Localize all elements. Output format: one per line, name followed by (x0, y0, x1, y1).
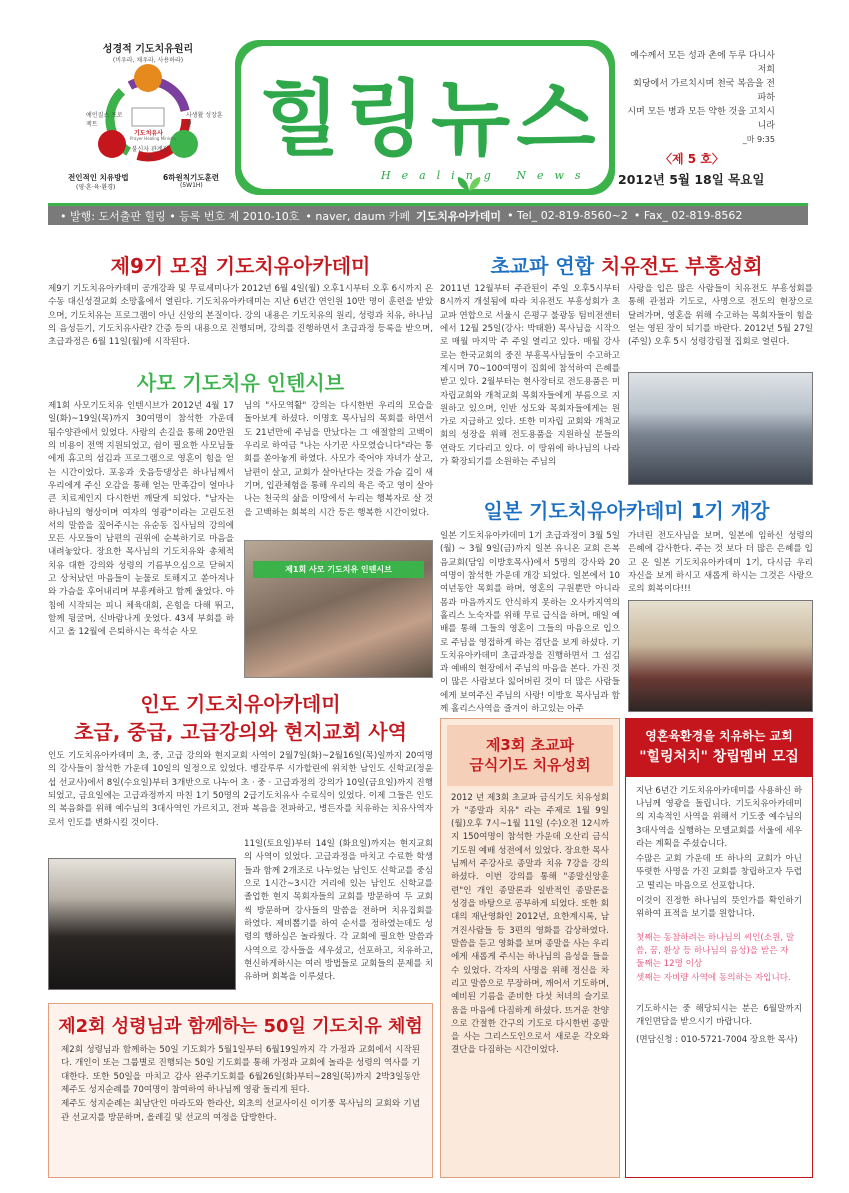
photo-banner: 제1회 사모 기도치유 인텐시브 (253, 561, 424, 578)
article-9th-academy-body: 제9기 기도치유아카데미 공개강좌 및 무료세미나가 2012년 6월 4일(월) 오후1시부터 오후 6시까지 온수동 대신성결교회 소망홀에서 열린다. 기도치유아카데미는 지난 6년간 연인원 10만 명이 훈련을 받았으며, 기도치유는 프로그램이 아닌 신앙의 본질이다. 강의 내용은 기도치유의 원리, 성령과 치유, 하나님의 음성듣기, 기도치유사란? 간증 등의 내용으로 진행되며, 강의를 진행하면서 초급과정 등록을 받으며, 초급과정은 6월 11일(월)에 시작된다. (48, 284, 433, 348)
label-evangelism: 불신자 관계전도 (131, 146, 169, 162)
fasting-title-line-1: 제3회 초교파 (485, 736, 575, 754)
logo-title: 성경적 기도치유원리 (102, 44, 194, 55)
revival-photo (628, 372, 813, 485)
50-day-prayer-body-2: 제주도 성지순례는 최남단인 마라도와 한라산, 외초의 선교사이신 이기풍 목사님의 교회와 기념관 선교지를 방문하며, 올레길 및 선교의 여정을 답방한다. (61, 1099, 420, 1123)
cafe-prefix: • naver, daum 카페 (305, 209, 411, 223)
india-photo (48, 858, 236, 990)
healing-church-title (626, 719, 812, 777)
bottom-left-label: 전인적인 치유방법 (68, 173, 129, 182)
healing-church-body-2: 수많은 교회 가운데 또 하나의 교회가 아닌 뚜렷한 사명을 가진 교회를 창립하고자 두렵고 떨리는 마음으로 선포합니다. (636, 854, 802, 891)
article-wives-intensive-title: 사모 기도치유 인텐시브 (136, 371, 345, 395)
issue-number: 〈제 5 호〉 (660, 152, 724, 166)
node-basic (170, 130, 198, 158)
article-9th-academy-title: 제9기 모집 기도치유아카데미 (110, 254, 371, 278)
fasting-prayer-box (440, 718, 620, 1178)
article-japan-title: 일본 기도치유아카데미 1기 개강 (483, 499, 770, 523)
japan-photo (628, 600, 813, 712)
newspaper-subtitle: Healing News (381, 169, 592, 182)
criteria-item: 셋째는 자비량 사역에 동의하는 자입니다. (636, 972, 791, 983)
article-wives-intensive-body-col2: 님의 "사모역활" 강의는 다시한번 우리의 모습을 돌아보게 하셨다. 이명호 목사님의 목회를 하면서도 21년만에 주님을 만났다는 그 애절함의 고백이 우리로 하여금 "나는 사기꾼 사모였습니다"라는 통회를 쏟아놓게 하였다. 사모가 죽어야 자녀가 살고, 남편이 살고, 교회가 살아난다는 것을 가슴 깊이 새기며, 입관체험을 통해 우리의 육은 죽고 영이 살아나는 천국의 삶을 이땅에서 누리는 행복자로 살 것을 고백하는 회복의 시간 등은 행복한 시간이었다. (244, 401, 433, 518)
verse-line-1: 예수께서 모든 성과 촌에 두루 다니사 저희 (630, 51, 775, 75)
label-high: 고급 (102, 163, 118, 172)
issue-date: 2012년 5월 18일 목요일 (618, 172, 765, 187)
revival-title-blue: 초교파 연합 (490, 254, 595, 278)
fax-info: • Fax_ 02-819-8562 (633, 209, 743, 222)
criteria-item: 첫째는 동참하려는 하나님의 씨인(소원, 말씀, 꿈, 환상 등 하나님의 음성)을 받은 자 (636, 932, 795, 957)
article-japan-body-col2: 가녀린 전도사님을 보며, 일본에 임하신 성령의 은혜에 감사한다. 주는 것 보다 더 많은 은혜를 입고 온 일본 기도치유아카데미 1기, 다시금 우리 자신을 보게 하시고 새롭게 하시는 그것은 사랑으로의 회복이다!!! (628, 531, 813, 595)
masthead-inner (241, 46, 609, 189)
criteria-list (636, 932, 802, 985)
tel-info: • Tel_ 02-819-8560~2 (507, 209, 628, 222)
label-basic: 초급 (174, 163, 190, 172)
article-wives-intensive-body-col1: 제1회 사모기도치유 인텐시브가 2012년 4월 17일(화)~19일(목)까지 30여명이 참석한 가운데 됨수양관에서 있었다. 사랑의 손길을 통해 20만원의 비용이 전액 지원되었고, 쉼이 필요한 사모님들에게 휴고의 섬김과 프로그램으로 영혼이 힘을 얻는 시간이었다. 포옹과 웃음등댕상은 하나님께서 우리에게 주신 오감을 통해 얻는 만족감이 얼마나 큰 치료제인지 다시한번 깨달게 되었다. "남자는 하나님의 형상이며 여자의 영광"이라는 고린도전서의 말씀을 짚어주시는 유순동 집사님의 강의에 모든 사모들이 남편의 권위에 순복하기로 마음을 내려놓았다. 장요한 목사님의 기도치유와 총체적치유 대한 강의와 성령의 기름부으심으로 닫혀지고 상처났던 마음들이 눈물로 토해지고 쏟아져나와 가슴을 후어내리며 부흥케하고 함께 울었다. 아침에 시작되는 피니 체육대회, 온힘을 다해 뛰고, 함께 뒹굴며, 신바람나게 웃었다. 43세 부회를 하시고 올 12월에 은퇴하시는 육석순 사모 (48, 401, 234, 638)
node-mid (134, 64, 162, 92)
article-revival-title (440, 250, 813, 279)
label-prophecy: 예언질스 프로젝트 (86, 112, 123, 128)
50-day-prayer-box (48, 1003, 433, 1178)
healing-church-title-line-2: "힐링처치" 창립멤버 모집 (639, 749, 799, 766)
logo-subtitle: (비우라, 채우라, 사용하라) (112, 57, 184, 64)
bible-verse (625, 50, 775, 146)
healing-church-body-3: 이것이 진정한 하나님의 뜻인가를 확인하기 위하여 표적을 보기를 원합니다. (636, 896, 802, 920)
verse-reference: _마 9:35 (742, 134, 775, 144)
50-day-prayer-body-1: 제2회 성령님과 함께하는 50일 기도회가 5월1일부터 6월19일까지 각 가정과 교회에서 시작된다. 개인이 또는 그룹별로 진행되는 50일 기도회를 통해 가정과 교회에 놀라운 성령의 역사를 기대한다. 또한 50일을 마치고 감사 완주기도회를 6월26일(화)부터~28일(목)까지 2박3일동안 제주도 성지순례를 70여명이 참여하여 하나님께 영광 돌리게 된다. (61, 1045, 420, 1095)
label-mid: 중급 (138, 97, 154, 106)
article-india-title: 인도 기도치유아카데미 (140, 692, 341, 716)
fasting-prayer-body: 2012 년 제3회 초교파 금식기도 치유성회가 "종말과 치유" 라는 주제로 1월 9일(월)오후 7시~1월 11일 (수)오전 12시까지 150여명이 참석한 가운데 오산리 금식 기도원 예배 성전에서 있었다. 장요한 목사님께서 주강사로 종말과 치유 7강을 강의 하셨다. 이번 강의를 통해 "종말신앙훈련"인 개인 종말론과 일반적인 종말론을 성경을 바탕으로 공부하게 되었다. 또한 회대의 재난영화인 2012년, 요한계시록, 남겨진사람들 등 3편의 영화를 감상하였다. 말씀을 듣고 영화를 보며 종말을 사는 우리에게 새롭게 주시는 하나님의 음성을 들을 수 있었다. 각자의 사명을 위해 정신을 차리고 말씀으로 무장하며, 깨어서 기도하며, 예비된 기름을 준비한 다섯 처녀의 슬기로움을 마음에 다짐하게 하셨다. 뜨거운 찬양으로 간절한 간구의 기도로 다시한번 종말을 사는 그리스도인으로서 새로운 각오와 결단을 다짐하는 시간이었다. (451, 792, 609, 1056)
info-bar (48, 203, 808, 225)
bottom-right-sublabel: (5W1H) (180, 182, 203, 189)
healing-church-title-line-1: 영혼육환경을 치유하는 교회 (645, 729, 793, 743)
healing-church-body-1: 지난 6년간 기도치유아카데미를 사용하신 하나님께 영광을 돌립니다. 기도치유아카데미의 지속적인 사역을 위해서 기도중 예수님의 3대사역을 실행하는 모델교회를 서울에 세우라는 계획을 주셨습니다. (636, 785, 802, 849)
article-india-body-2: 11일(토요일)부터 14일 (화요일)까지는 현지교회의 사역이 있었다. 고급과정을 마치고 수료한 학생들과 함께 2개조로 나누었는 남인도 신학교를 중심으로 1시간~3시간 거리에 있는 남인도 신학교를 졸업한 현지 목회자들의 교회를 방문하여 두 교회씩 방문하며 강사들의 말씀을 전하며 치유집회를 하였다. 제비뽑기를 하여 순서를 정하였는데도 성령의 행하심은 놀라웠다. 각 교회에 필요한 말씀과 사역으로 강사들을 세우셨고, 선포하고, 치유하고, 현신하게하시는 여러 방법들로 교회들의 문제를 치유하며 회복을 이루셨다. (244, 839, 433, 983)
50-day-prayer-title (49, 1012, 432, 1038)
article-india-subtitle: 초급, 중급, 고급강의와 현지교회 사역 (74, 720, 407, 744)
node-high (98, 130, 126, 158)
article-india-body-1: 인도 기도치유아카데미 초, 중, 고급 강의와 현지교회 사역이 2월7일(화)~2월16일(목)일까지 20여명의 강사들이 참석한 가운데 10일의 일정으로 있었다. 벵갈루루 시가할린에 위치한 남인도 신학교(정윤섭 선교사)에서 8일(수요일)부터 3개반으로 나누어 초 · 중 · 고급과정의 강의가 10일(금요일)까지 진행되었고, 금요일에는 고급과정까지 마친 1기 50명의 2급기도치유사 수료식이 있었다. 이제 그들은 인도의 복음화를 위해 예수님의 3대사역인 가르치고, 전파 복음을 전파하고, 병든자를 치유하는 치유사역자로서 인도를 변화시킬 것이다. (48, 751, 433, 828)
criteria-item: 둘째는 12명 이상 (636, 959, 703, 970)
article-revival-body-col2: 사랑을 입은 많은 사람들이 치유전도 부흥성회를 통해 관점과 기도로, 사명으로 전도의 현장으로 달려가며, 영혼을 위해 수고하는 목회자들이 힘을 얻는 영된 장이 되기를 바란다. 2012년 5월 27일(주일) 오후 5시 성령강림절 집회로 열린다. (628, 284, 813, 348)
50-day-title-post: 50일 기도치유 체험 (263, 1016, 423, 1037)
article-revival-body-col1: 2011년 12월부터 주관된이 주일 오후5시부터 8시까지 개설됨에 따라 치유전도 부흥성회가 초교파 연합으로 서울시 은평구 불광동 팀비전센터에서 12월 25일(강사: 박태환) 목사님을 시작으로 매월 마지막 주 주일 열리고 있다. 매월 강사로는 한국교회의 중진 부흥목사님들이 수고하고 계시며 70~100여명이 집회에 참석하여 은혜를 받고 있다. 2월부터는 현사장터로 전도용품은 미자립교회와 개척교회 목회자들에게 부름으로 지원하고 있으며, 인반 성도와 목회자들에게는 원가로 지급하고 있다. 또한 미자립 교회와 개척교회의 성장을 위해 전도용품을 지원하실 분들의 연락도 기다리고 있다. 이 땅위에 하나님의 나라가 확장되기를 소원하는 주님의 (440, 284, 620, 468)
fasting-title-line-2: 금식기도 치유성회 (469, 756, 591, 775)
newspaper-title: 힐링뉴스 (260, 72, 602, 167)
label-growth: 사생활 성장훈련 (186, 112, 223, 128)
center-sublabel: Prayer Healing Ministry (130, 136, 177, 141)
bottom-left-sublabel: (영·혼·육·환경) (76, 184, 116, 191)
50-day-title-pre: 제2회 성령님과 함께하는 (58, 1016, 258, 1037)
contact-info: (면담신청 : 010-5721-7004 장요한 목사) (636, 1034, 798, 1045)
revival-title-red: 치유전도 부흥성회 (601, 254, 763, 278)
center-box (132, 108, 164, 126)
logo (68, 40, 228, 190)
masthead (235, 40, 615, 195)
verse-line-2: 회당에서 가르치시며 천국 복음을 전파하 (633, 78, 775, 103)
center-label: 기도치유사 (134, 130, 163, 137)
fasting-prayer-title (447, 725, 613, 786)
wives-intensive-photo (244, 540, 433, 678)
publisher-info: • 발행: 도서출판 힐링 • 등록 번호 제 2010-10호 (60, 209, 300, 223)
cafe-name: 기도치유아카데미 (416, 209, 502, 223)
healing-church-body-4: 기도하시는 중 해당되시는 분은 6월말까지 개인면담을 받으시기 바랍니다. (636, 1003, 802, 1028)
verse-line-3: 시며 모든 병과 모든 약한 것을 고치시니라 (627, 106, 775, 131)
healing-church-box (625, 718, 813, 1178)
article-japan-body-col1: 일본 기도치유아카데미 1기 초급과정이 3월 5일(월) ~ 3월 9일(금)까지 일본 유니온 교회 은복음교회(담임 이방호목사)에서 5명의 강사와 20여명이 참석한 가운데 개강 되었다. 일본에서 10여년동안 목회를 하며, 영혼의 구원뿐만 아니라 몸과 마음까지도 안식하지 못하는 오사카지역의 홀리스 노숙자를 위해 무료 급식을 하며, 매일 예배를 통해 그들의 영혼이 그들의 마음으로 입으로 주님을 영접하게 하는 겸단을 보게 하셨다. 기도치유아카데미 초급과정을 진행하면서 그 섬김과 예배의 현장에서 주님의 마음을 본다. 가진 것이 많은 사람보다 잃어버린 것이 더 많은 사람들에게 보여주신 주님의 사랑! 이방호 목사님과 함께 홀리스사역을 즐겨이 하고있는 아주 (440, 531, 620, 715)
bottom-right-label: 6하원칙기도훈련 (163, 173, 219, 182)
